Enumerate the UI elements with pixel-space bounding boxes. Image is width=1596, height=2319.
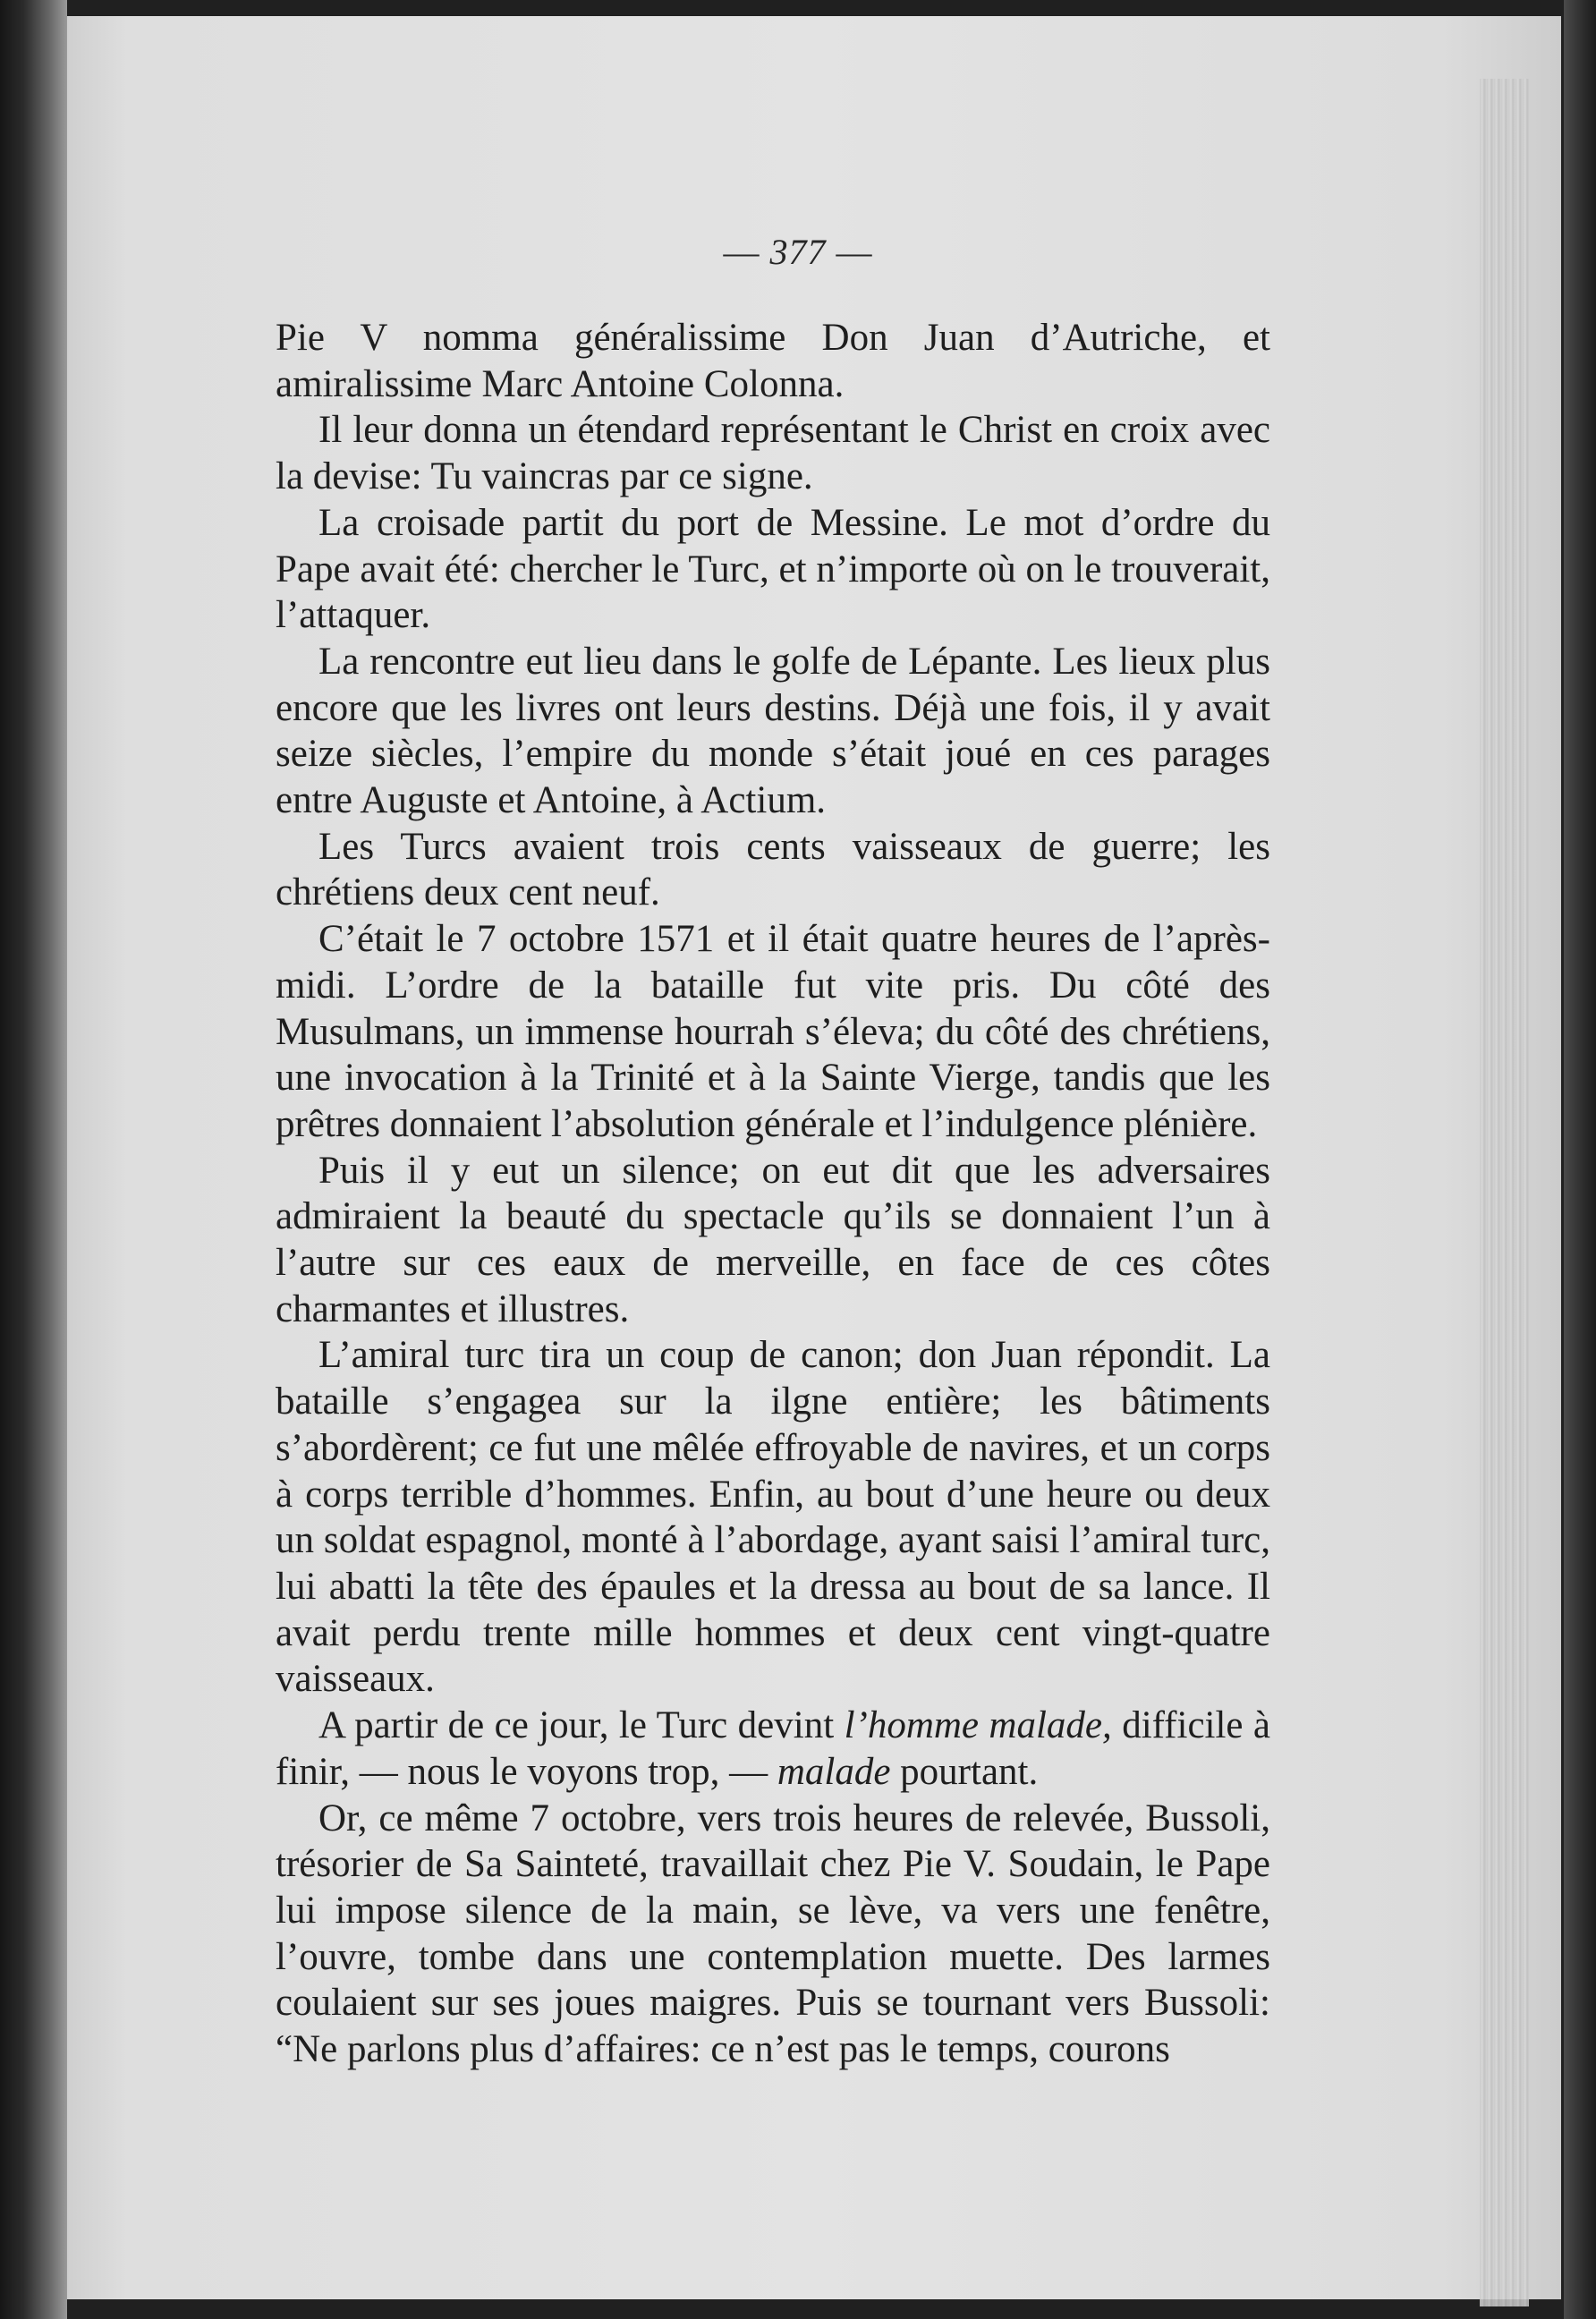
- italic-word: malade: [777, 1750, 891, 1793]
- book-binding-edge: [0, 0, 67, 2319]
- paragraph: La croisade partit du port de Messine. Le mot d’ordre du Pape avait été: chercher le Turc, et n’importe où on le trouverait, l’attaquer.: [276, 501, 1270, 637]
- text-run: pourtant.: [890, 1750, 1039, 1793]
- page-number-dash-left: —: [723, 232, 760, 272]
- paragraph: L’amiral turc tira un coup de canon; don Juan répondit. La bataille s’engagea sur la ilgne entière; les bâtiments s’abordèrent; ce fut une mêlée effroyable de navires, et un corps à corps terrible d’hommes. Enfin, au bout d’une heure ou deux un soldat espagnol, monté à l’abordage, ayant saisi l’amiral turc, lui abatti la tête des épaules et la dressa au bout de sa lance. Il avait perdu trente mille hommes et deux cent vingt-quatre vaisseaux.: [276, 1334, 1270, 1701]
- paragraph: [276, 1703, 1270, 1795]
- paragraph: Pie V nomma généralissime Don Juan d’Autriche, et amiralissime Marc Antoine Colonna.: [276, 317, 1270, 405]
- scan-border: [1564, 0, 1596, 2319]
- page-number: [0, 231, 1596, 273]
- paragraph: C’était le 7 octobre 1571 et il était quatre heures de l’après-midi. L’ordre de la bataille fut vite pris. Du côté des Musulmans, un immense hourrah s’éleva; du côté des chrétiens, une invocation à la Trinité et à la Sainte Vierge, tandis que les prêtres donnaient l’absolution générale et l’indulgence plénière.: [276, 918, 1270, 1145]
- italic-phrase: l’homme malade,: [844, 1704, 1112, 1747]
- paragraph: Or, ce même 7 octobre, vers trois heures de relevée, Bussoli, trésorier de Sa Sainteté, travaillait chez Pie V. Soudain, le Pape lui impose silence de la main, se lève, va vers une fenêtre, l’ouvre, tombe dans une contemplation muette. Des larmes coulaient sur ses joues maigres. Puis se tournant vers Bussoli: “Ne parlons plus d’affaires: ce n’est pas le temps, courons: [276, 1797, 1270, 2071]
- page-number-dash-right: —: [836, 232, 873, 272]
- text-run: difficile à finir, — nous le voyons trop, —: [276, 1704, 1271, 1793]
- page-stack-edge: [1480, 79, 1529, 2306]
- page-number-value: 377: [769, 232, 827, 272]
- body-text: [276, 315, 1270, 2073]
- paragraph: Il leur donna un étendard représentant le Christ en croix avec la devise: Tu vaincras par ce signe.: [276, 409, 1270, 498]
- text-run: A partir de ce jour, le Turc devint: [318, 1704, 845, 1747]
- paragraph: Puis il y eut un silence; on eut dit que les adversaires admiraient la beauté du spectacle qu’ils se donnaient l’un à l’autre sur ces eaux de merveille, en face de ces côtes charmantes et illustres.: [276, 1149, 1270, 1330]
- paragraph: La rencontre eut lieu dans le golfe de Lépante. Les lieux plus encore que les livres ont leurs destins. Déjà une fois, il y avait seize siècles, l’empire du monde s’était joué en ces parages entre Auguste et Antoine, à Actium.: [276, 640, 1270, 822]
- paragraph: Les Turcs avaient trois cents vaisseaux de guerre; les chrétiens deux cent neuf.: [276, 825, 1270, 914]
